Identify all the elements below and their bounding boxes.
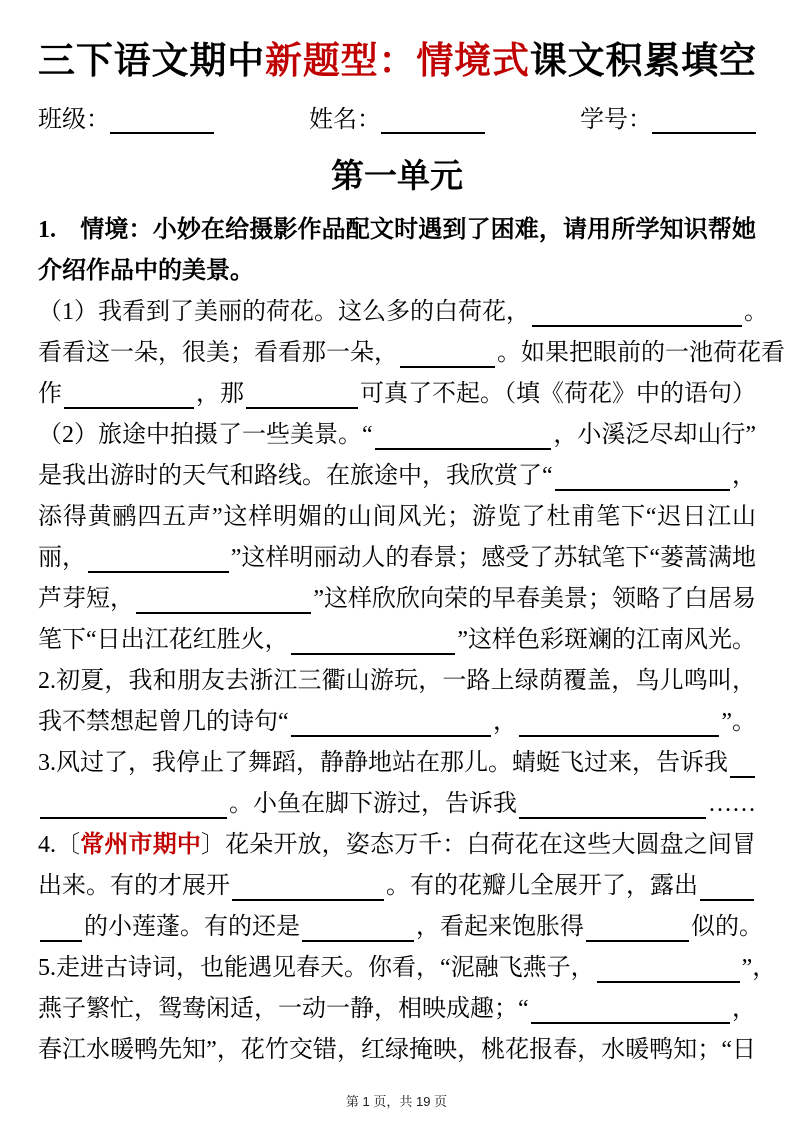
text-line [38,784,756,825]
text-segment: 笔下“日出江花红胜火， [38,627,289,653]
title-text: 课文积累填空 [529,41,757,82]
fill-in-blank[interactable] [531,989,730,1024]
text-line [38,620,756,661]
fill-in-blank[interactable] [40,907,82,942]
text-segment: 添得黄鹂四五声”这样明媚的山间风光；游览了杜甫笔下“迟日江山 [38,504,756,530]
fill-in-blank[interactable] [302,907,414,942]
info-label: 姓名： [309,107,381,133]
text-segment: ， [732,463,756,489]
text-segment: 出来。有的才展开 [38,873,230,899]
text-segment: 春江水暖鸭先知”，花竹交错，红绿掩映，桃花报春，水暖鸭知；“日 [38,1037,756,1063]
text-segment: 1. 情境：小妙在给摄影作品配文时遇到了困难，请用所学知识帮她 [38,217,756,243]
name-field [309,104,485,138]
text-segment: ”这样欣欣向荣的早春美景；领略了白居易 [313,586,756,612]
text-line [38,456,756,497]
fill-in-blank[interactable] [555,456,730,491]
info-label: 班级： [38,107,110,133]
text-line [38,415,756,456]
text-line [38,251,756,292]
fill-in-blank[interactable] [136,579,311,614]
text-segment: 看看这一朵，很美；看看那一朵， [38,340,398,366]
text-segment: 3.风过了，我停止了舞蹈，静静地站在那儿。蜻蜓飞过来，告诉我 [38,750,728,776]
student-id-field [580,104,756,138]
fill-in-blank[interactable] [291,702,491,737]
text-segment: ， [732,996,756,1022]
text-segment: 4.〔 [38,832,81,858]
text-line [38,1030,756,1071]
title-highlight: 新题型：情境式 [265,41,530,82]
text-segment: 是我出游时的天气和路线。在旅途中，我欣赏了“ [38,463,553,489]
text-line [38,989,756,1030]
fill-in-blank[interactable] [232,866,384,901]
fill-in-blank[interactable] [532,292,742,327]
text-segment: ，看起来饱胀得 [416,914,584,940]
text-segment: （2）旅途中拍摄了一些美景。“ [38,422,373,448]
text-segment: 的小莲蓬。有的还是 [84,914,300,940]
text-segment: ”， [741,955,777,981]
text-line [38,907,763,948]
text-segment: 丽， [38,545,86,571]
section-heading: 第一单元 [331,159,463,195]
info-blank-line[interactable] [652,104,756,134]
text-segment: ，那 [196,381,244,407]
text-line [38,333,785,374]
text-segment: …… [708,791,756,817]
fill-in-blank[interactable] [700,866,754,901]
text-line [38,210,756,251]
fill-in-blank[interactable] [730,743,755,778]
exam-source-label: 常州市期中 [80,832,201,858]
info-label: 学号： [580,107,652,133]
text-segment: ”这样色彩斑斓的江南风光。 [457,627,756,653]
text-line [38,866,756,907]
text-segment: 燕子繁忙，鸳鸯闲适，一动一静，相映成趣；“ [38,996,529,1022]
info-row [38,104,756,138]
text-line [38,661,756,702]
text-line [38,702,756,743]
text-line [38,538,756,579]
text-segment: 作 [38,381,62,407]
text-segment: 我不禁想起曾几的诗句“ [38,709,289,735]
text-segment: ，小溪泛尽却山行” [553,422,756,448]
fill-in-blank[interactable] [246,374,358,409]
page-footer: 第 1 页，共 19 页 [345,1094,448,1109]
fill-in-blank[interactable] [88,538,229,573]
text-line [38,292,768,333]
body-lines [38,210,785,1071]
info-blank-line[interactable] [381,104,485,134]
text-line [38,497,756,538]
fill-in-blank[interactable] [291,620,456,655]
text-segment: 芦芽短， [38,586,134,612]
text-line [38,948,777,989]
text-line [38,825,756,866]
page-title [38,34,756,90]
text-segment: （1）我看到了美丽的荷花。这么多的白荷花， [38,299,530,325]
text-segment: 介绍作品中的美景。 [38,258,254,284]
text-segment: 2.初夏，我和朋友去浙江三衢山游玩，一路上绿荫覆盖，鸟儿鸣叫， [38,668,756,694]
fill-in-blank[interactable] [400,333,495,368]
text-segment: 。有的花瓣儿全展开了，露出 [386,873,698,899]
text-segment: 5.走进古诗词，也能遇见春天。你看，“泥融飞燕子， [38,955,595,981]
text-segment: ”。 [721,709,756,735]
text-segment: 。 [744,299,768,325]
fill-in-blank[interactable] [519,784,706,819]
text-segment: ”这样明丽动人的春景；感受了苏轼笔下“蒌蒿满地 [230,545,756,571]
text-segment: 。如果把眼前的一池荷花看 [497,340,785,366]
text-line [38,579,756,620]
info-blank-line[interactable] [110,104,214,134]
fill-in-blank[interactable] [586,907,689,942]
text-segment: 可真了不起。（填《荷花》中的语句） [360,381,756,407]
fill-in-blank[interactable] [597,948,740,983]
title-text: 三下语文期中 [38,41,265,82]
fill-in-blank[interactable] [64,374,194,409]
fill-in-blank[interactable] [519,702,719,737]
class-field [38,104,214,138]
text-line [38,374,756,415]
fill-in-blank[interactable] [375,415,552,450]
text-segment: ， [493,709,517,735]
text-line [38,743,756,784]
text-segment: 〕花朵开放，姿态万千：白荷花在这些大圆盘之间冒 [200,832,757,858]
text-segment: 似的。 [691,914,763,940]
text-segment: 。小鱼在脚下游过，告诉我 [229,791,517,817]
fill-in-blank[interactable] [40,784,227,819]
